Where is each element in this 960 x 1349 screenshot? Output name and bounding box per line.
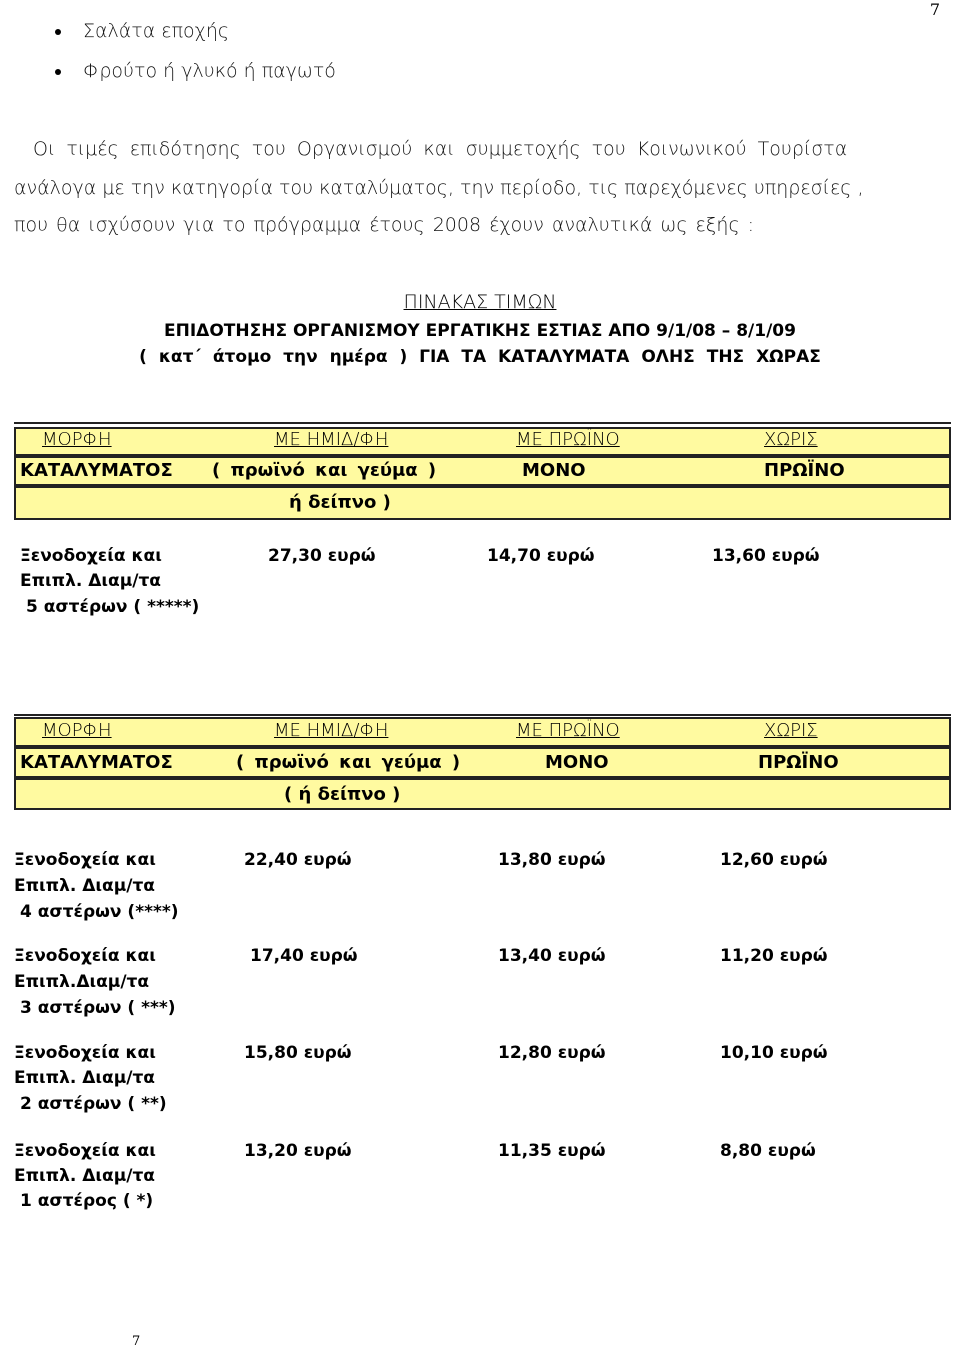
col-header-form: ΜΟΡΦΗ <box>42 720 112 741</box>
col-header-form: ΜΟΡΦΗ <box>42 429 112 450</box>
row-category-line-1: Ξενοδοχεία και <box>14 1141 156 1161</box>
table1-header <box>14 420 951 520</box>
col-header-breakfast-2: ΜΟΝΟ <box>522 460 586 481</box>
table2-header-band-3 <box>14 778 951 810</box>
row-category-line-1: Ξενοδοχεία και <box>14 1043 156 1063</box>
row-category-line-2: Επιπλ.Διαμ/τα <box>14 972 150 992</box>
table1-header-band-3 <box>14 486 951 520</box>
row-price-none: 8,80 ευρώ <box>720 1141 816 1161</box>
row-price-halfboard: 17,40 ευρώ <box>250 946 358 966</box>
menu-item-dessert <box>55 60 336 82</box>
row-category-line-1: Ξενοδοχεία και <box>14 850 156 870</box>
menu-item-label: Φρούτο ή γλυκό ή παγωτό <box>83 60 336 82</box>
col-header-halfboard-3: ή δείπνο ) <box>289 492 391 513</box>
row-price-none: 10,10 ευρώ <box>720 1043 828 1063</box>
col-header-halfboard: ΜΕ ΗΜΙΔ/ΦΗ <box>274 720 389 741</box>
row-category-line-2: Επιπλ. Διαμ/τα <box>14 1166 155 1186</box>
paragraph-line-1: Οι τιμές επιδότησης του Οργανισμού και συμμετοχής του Κοινωνικού Τουρίστα <box>33 138 848 160</box>
row-price-halfboard: 22,40 ευρώ <box>244 850 352 870</box>
row-price-none: 11,20 ευρώ <box>720 946 828 966</box>
menu-item-salad <box>55 20 229 42</box>
col-header-breakfast: ΜΕ ΠΡΩΪΝΟ <box>516 720 620 741</box>
row-price-halfboard: 15,80 ευρώ <box>244 1043 352 1063</box>
row-price-breakfast: 13,40 ευρώ <box>498 946 606 966</box>
col-header-none: ΧΩΡΙΣ <box>764 720 818 741</box>
row-category-line-2: Επιπλ. Διαμ/τα <box>14 876 155 896</box>
col-header-halfboard-2: ( πρωϊνό και γεύμα ) <box>212 460 437 481</box>
row-price-breakfast: 12,80 ευρώ <box>498 1043 606 1063</box>
page-number-top: 7 <box>929 0 940 19</box>
col-header-form-2: ΚΑΤΑΛΥΜΑΤΟΣ <box>20 752 173 773</box>
row-category-line-1: Ξενοδοχεία και <box>14 946 156 966</box>
table2-top-rule <box>14 714 951 716</box>
col-header-halfboard: ΜΕ ΗΜΙΔ/ΦΗ <box>274 429 389 450</box>
row-price-breakfast: 14,70 ευρώ <box>487 546 595 566</box>
table1-top-rule <box>14 422 951 424</box>
row-category-line-3: 3 αστέρων ( ***) <box>20 998 176 1018</box>
table-period-note: ( κατ΄ άτομο την ημέρα ) ΓΙΑ ΤΑ ΚΑΤΑΛΥΜΑΤΑ ΟΛΗΣ ΤΗΣ ΧΩΡΑΣ <box>139 347 821 367</box>
col-header-none-2: ΠΡΩΪΝΟ <box>758 752 839 773</box>
paragraph-line-2: ανάλογα με την κατηγορία του καταλύματος, την περίοδο, τις παρεχόμενες υπηρεσίες , <box>14 177 864 199</box>
row-category-line-3: 4 αστέρων (****) <box>20 902 179 922</box>
bullet-icon <box>55 29 61 35</box>
menu-item-label: Σαλάτα εποχής <box>83 20 230 42</box>
row-category-line-3: 5 αστέρων ( *****) <box>26 597 200 617</box>
paragraph-line-3: που θα ισχύσουν για το πρόγραμμα έτους 2008 έχουν αναλυτικά ως εξής : <box>14 214 755 236</box>
bullet-icon <box>55 69 61 75</box>
row-price-halfboard: 27,30 ευρώ <box>268 546 376 566</box>
row-category-line-3: 1 αστέρος ( *) <box>20 1191 154 1211</box>
col-header-halfboard-2: ( πρωϊνό και γεύμα ) <box>236 752 461 773</box>
table-title: ΠΙΝΑΚΑΣ ΤΙΜΩΝ <box>403 291 557 313</box>
row-category-line-2: Επιπλ. Διαμ/τα <box>14 1068 155 1088</box>
row-category-line-1: Ξενοδοχεία και <box>20 546 162 566</box>
row-price-none: 13,60 ευρώ <box>712 546 820 566</box>
row-price-none: 12,60 ευρώ <box>720 850 828 870</box>
page-number-bottom: 7 <box>132 1334 141 1349</box>
row-category-line-2: Επιπλ. Διαμ/τα <box>20 571 161 591</box>
row-price-breakfast: 11,35 ευρώ <box>498 1141 606 1161</box>
row-category-line-3: 2 αστέρων ( **) <box>20 1094 167 1114</box>
col-header-halfboard-3: ( ή δείπνο ) <box>284 784 401 805</box>
col-header-breakfast: ΜΕ ΠΡΩΪΝΟ <box>516 429 620 450</box>
col-header-breakfast-2: ΜΟΝΟ <box>545 752 609 773</box>
row-price-breakfast: 13,80 ευρώ <box>498 850 606 870</box>
table-subtitle: ΕΠΙΔΟΤΗΣΗΣ ΟΡΓΑΝΙΣΜΟΥ ΕΡΓΑΤΙΚΗΣ ΕΣΤΙΑΣ ΑΠΟ 9/1/08 – 8/1/09 <box>164 321 796 341</box>
col-header-form-2: ΚΑΤΑΛΥΜΑΤΟΣ <box>20 460 173 481</box>
table2-header <box>14 714 951 810</box>
row-price-halfboard: 13,20 ευρώ <box>244 1141 352 1161</box>
col-header-none: ΧΩΡΙΣ <box>764 429 818 450</box>
col-header-none-2: ΠΡΩΪΝΟ <box>764 460 845 481</box>
